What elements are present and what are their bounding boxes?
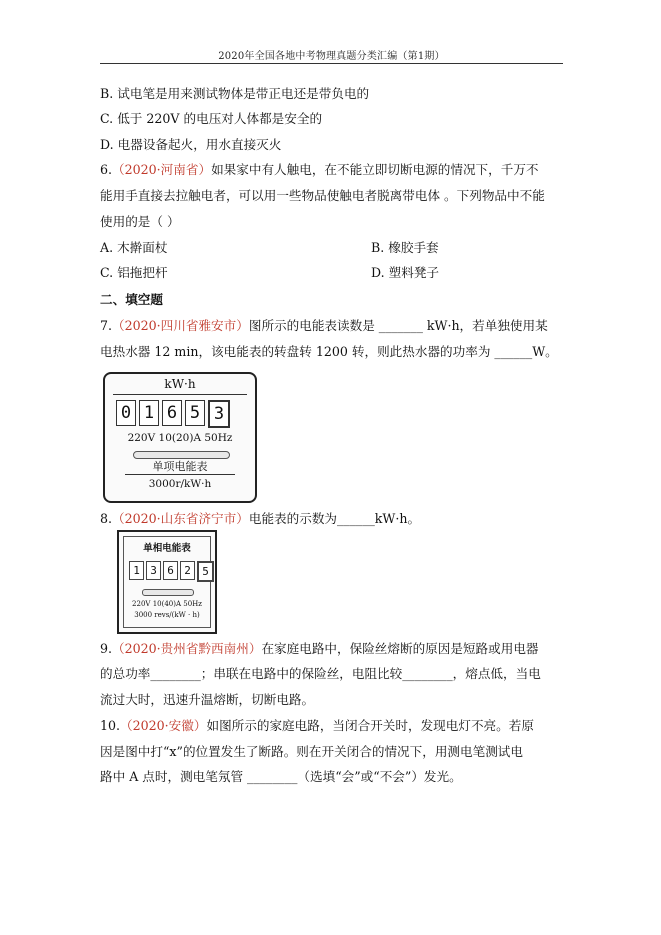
meter2-title: 单相电能表: [143, 543, 191, 554]
q9-number: 9.: [100, 641, 113, 656]
meter1-digit-decimal: 3: [208, 400, 230, 428]
meter1-divider: [113, 394, 247, 395]
meter2-digit-decimal: 5: [197, 561, 214, 582]
page-header: 2020年全国各地中考物理真题分类汇编（第1期）: [218, 51, 445, 62]
q8-number: 8.: [100, 511, 113, 526]
q5-option-c: C. 低于 220V 的电压对人体都是安全的: [100, 111, 323, 126]
q6-number: 6.: [100, 162, 113, 177]
q8-line-1: [100, 510, 420, 528]
q9-source: （2020·贵州省黔西南州）: [112, 641, 262, 656]
q6-option-a: A. 木擀面杖: [100, 240, 168, 255]
q7-text-1: 图所示的电能表读数是 _______ kW·h，若单独使用某: [248, 318, 548, 333]
meter1-digit: 1: [139, 400, 159, 426]
q6-option-b: B. 橡胶手套: [371, 240, 439, 255]
q9-line-3: 流过大时，迅速升温熔断，切断电路。: [100, 692, 315, 707]
q10-number: 10.: [100, 718, 121, 733]
q9-line-1: [100, 640, 539, 658]
q10-line-2: 因是图中打“x”的位置发生了断路。则在开关闭合的情况下，用测电笔测试电: [100, 744, 523, 759]
meter2-panel: [123, 536, 211, 628]
q7-line-2: 电热水器 12 min，该电能表的转盘转 1200 转，则此热水器的功率为 ______W。: [100, 344, 558, 359]
q9-line-2: 的总功率________；串联在电路中的保险丝，电阻比较________，熔点低，当电: [100, 666, 541, 681]
meter1-spec: 220V 10(20)A 50Hz: [127, 432, 233, 444]
q5-option-b: B. 试电笔是用来测试物体是带正电还是带负电的: [100, 86, 370, 101]
section-title: 二、填空题: [100, 292, 163, 307]
meter2-digit: 6: [163, 561, 178, 580]
q6-option-d: D. 塑料凳子: [371, 265, 440, 280]
meter2-digit: 2: [180, 561, 195, 580]
meter2-spec: 220V 10(40)A 50Hz: [132, 600, 202, 608]
q8-text: 电能表的示数为______kW·h。: [248, 511, 421, 526]
q10-line-3: 路中 A 点时，测电笔氖管 ________（选填“会”或“不会”）发光。: [100, 769, 462, 784]
q5-option-d: D. 电器设备起火，用水直接灭火: [100, 137, 282, 152]
meter1-digits: [116, 400, 230, 428]
meter1-name: 单项电能表: [152, 460, 208, 473]
header-rule: [100, 63, 563, 64]
meter1-name-divider: [125, 474, 235, 475]
q10-line-1: [100, 717, 534, 735]
q6-line-3: 使用的是（ ）: [100, 214, 180, 229]
meter2-digit: 3: [146, 561, 161, 580]
meter1-digit: 5: [185, 400, 205, 426]
meter1-digit: 0: [116, 400, 136, 426]
meter1-constant: 3000r/kW·h: [148, 478, 212, 490]
q10-source: （2020·安徽）: [120, 718, 207, 733]
q6-text-1: 如果家中有人触电，在不能立即切断电源的情况下，千万不: [211, 162, 539, 177]
meter2-digit: 1: [129, 561, 144, 580]
q10-text-1: 如图所示的家庭电路，当闭合开关时，发现电灯不亮。若原: [206, 718, 534, 733]
q7-source: （2020·四川省雅安市）: [112, 318, 249, 333]
q9-text-1: 在家庭电路中，保险丝熔断的原因是短路或用电器: [261, 641, 539, 656]
q8-source: （2020·山东省济宁市）: [112, 511, 249, 526]
q7-number: 7.: [100, 318, 113, 333]
meter1-digit: 6: [162, 400, 182, 426]
meter2-rotating-disc: [142, 589, 194, 596]
meter2-digits: [129, 561, 214, 582]
q6-option-c: C. 铝拖把杆: [100, 265, 168, 280]
meter2-constant: 3000 revs/(kW · h): [134, 611, 200, 619]
meter1-unit: kW·h: [164, 377, 196, 391]
q6-line-2: 能用手直接去拉触电者，可以用一些物品使触电者脱离带电体 。下列物品中不能: [100, 188, 545, 203]
q6-line-1: [100, 161, 539, 179]
q6-source: （2020·河南省）: [112, 162, 212, 177]
electric-meter-figure-1: [103, 372, 257, 503]
q7-line-1: [100, 317, 548, 335]
electric-meter-figure-2: [117, 530, 217, 634]
